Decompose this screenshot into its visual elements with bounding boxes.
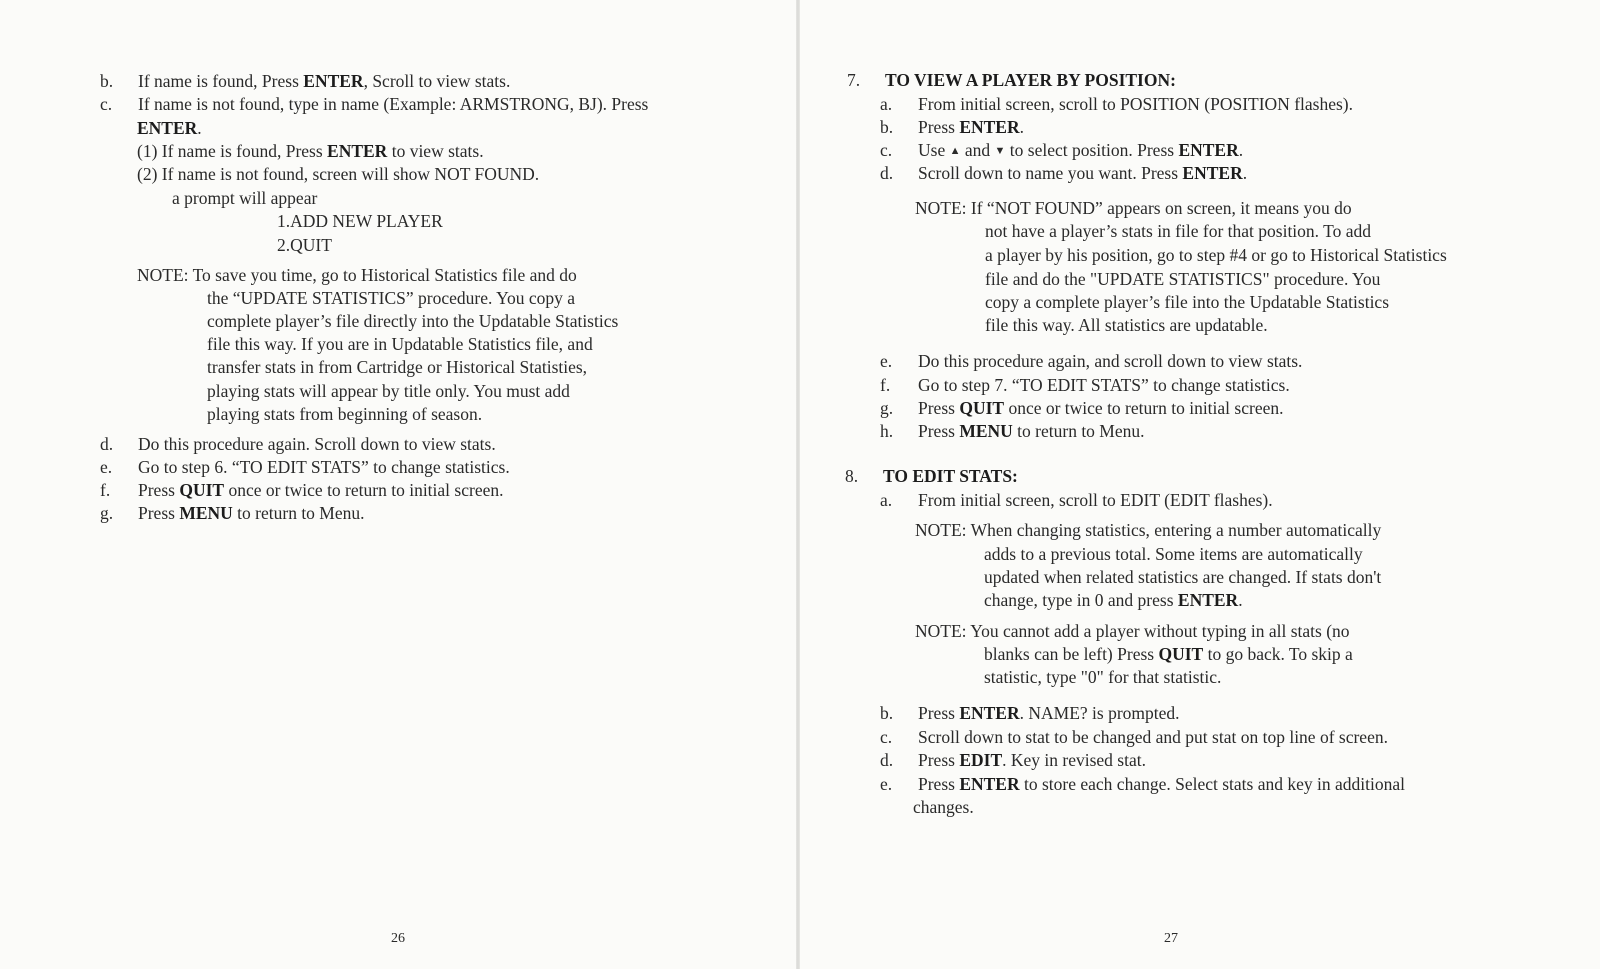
right-marker-3: c. (880, 140, 893, 160)
left-line-4: (2) If name is not found, screen will show NOT FOUND. (137, 164, 540, 184)
right-line-28: changes. (913, 797, 974, 817)
left-marker-0: b. (100, 71, 114, 91)
right-marker-2: b. (880, 117, 894, 137)
left-line-18: Press MENU to return to Menu. (138, 503, 365, 523)
right-line-9: copy a complete player’s file into the Updatable Statistics (985, 292, 1390, 312)
left-line-2: ENTER. (137, 118, 202, 138)
left-marker-1: c. (100, 94, 113, 114)
right-line-10: file this way. All statistics are updatable. (985, 315, 1268, 335)
right-marker-24: b. (880, 703, 894, 723)
right-line-15: TO EDIT STATS: (883, 466, 1018, 486)
right-line-13: Press QUIT once or twice to return to initial screen. (918, 398, 1284, 418)
right-line-23: statistic, type "0" for that statistic. (984, 667, 1222, 687)
right-line-17: NOTE: When changing statistics, entering a number automatically (915, 520, 1382, 540)
left-line-17: Press QUIT once or twice to return to initial screen. (138, 480, 504, 500)
page-number-right: 27 (1164, 931, 1178, 946)
right-marker-11: e. (880, 351, 893, 371)
right-line-2: Press ENTER. (918, 117, 1024, 137)
page-number-left: 26 (391, 931, 405, 946)
right-marker-4: d. (880, 163, 894, 183)
left-line-15: Do this procedure again. Scroll down to view stats. (138, 434, 496, 454)
left-line-9: the “UPDATE STATISTICS” procedure. You copy a (207, 288, 575, 308)
right-marker-27: e. (880, 774, 893, 794)
right-marker-0: 7. (847, 70, 861, 90)
right-marker-14: h. (880, 421, 894, 441)
left-line-8: NOTE: To save you time, go to Historical Statistics file and do (137, 265, 577, 285)
right-marker-1: a. (880, 94, 893, 114)
left-line-0: If name is found, Press ENTER, Scroll to view stats. (138, 71, 511, 91)
right-marker-13: g. (880, 398, 894, 418)
left-marker-18: g. (100, 503, 114, 523)
right-line-7: a player by his position, go to step #4 or go to Historical Statistics (985, 245, 1447, 265)
right-line-27: Press ENTER to store each change. Select stats and key in additional (918, 774, 1405, 794)
right-marker-25: c. (880, 727, 893, 747)
right-line-21: NOTE: You cannot add a player without typing in all stats (no (915, 621, 1350, 641)
right-line-24: Press ENTER. NAME? is prompted. (918, 703, 1180, 723)
left-line-3: (1) If name is found, Press ENTER to view stats. (137, 141, 484, 161)
right-marker-16: a. (880, 490, 893, 510)
right-line-11: Do this procedure again, and scroll down to view stats. (918, 351, 1303, 371)
right-line-8: file and do the "UPDATE STATISTICS" procedure. You (985, 269, 1381, 289)
left-line-5: a prompt will appear (172, 188, 318, 208)
right-line-3: Use ▲ and ▼ to select position. Press ENTER. (918, 140, 1244, 160)
left-line-12: transfer stats in from Cartridge or Historical Statisties, (207, 357, 588, 377)
left-marker-15: d. (100, 434, 114, 454)
left-marker-16: e. (100, 457, 113, 477)
right-marker-15: 8. (845, 466, 859, 486)
right-marker-12: f. (880, 375, 891, 395)
right-line-26: Press EDIT. Key in revised stat. (918, 750, 1146, 770)
right-line-0: TO VIEW A PLAYER BY POSITION: (885, 70, 1176, 90)
right-line-6: not have a player’s stats in file for that position. To add (985, 221, 1371, 241)
right-line-18: adds to a previous total. Some items are automatically (984, 544, 1363, 564)
left-line-6: 1.ADD NEW PLAYER (277, 211, 443, 231)
left-line-11: file this way. If you are in Updatable Statistics file, and (207, 334, 593, 354)
right-line-20: change, type in 0 and press ENTER. (984, 590, 1243, 610)
left-line-14: playing stats from beginning of season. (207, 404, 483, 424)
left-line-16: Go to step 6. “TO EDIT STATS” to change statistics. (138, 457, 510, 477)
right-page (800, 0, 1600, 969)
right-line-19: updated when related statistics are changed. If stats don't (984, 567, 1382, 587)
right-line-5: NOTE: If “NOT FOUND” appears on screen, it means you do (915, 198, 1352, 218)
right-line-22: blanks can be left) Press QUIT to go back. To skip a (984, 644, 1353, 664)
left-marker-17: f. (100, 480, 111, 500)
left-line-10: complete player’s file directly into the Updatable Statistics (207, 311, 619, 331)
right-line-4: Scroll down to name you want. Press ENTER. (918, 163, 1248, 183)
right-line-25: Scroll down to stat to be changed and put stat on top line of screen. (918, 727, 1388, 747)
left-line-13: playing stats will appear by title only. You must add (207, 381, 570, 401)
right-line-14: Press MENU to return to Menu. (918, 421, 1145, 441)
right-line-1: From initial screen, scroll to POSITION (POSITION flashes). (918, 94, 1354, 114)
left-line-7: 2.QUIT (277, 235, 332, 255)
right-line-16: From initial screen, scroll to EDIT (EDIT flashes). (918, 490, 1273, 510)
left-line-1: If name is not found, type in name (Example: ARMSTRONG, BJ). Press (138, 94, 649, 114)
left-page (0, 0, 798, 969)
right-marker-26: d. (880, 750, 894, 770)
right-line-12: Go to step 7. “TO EDIT STATS” to change statistics. (918, 375, 1290, 395)
